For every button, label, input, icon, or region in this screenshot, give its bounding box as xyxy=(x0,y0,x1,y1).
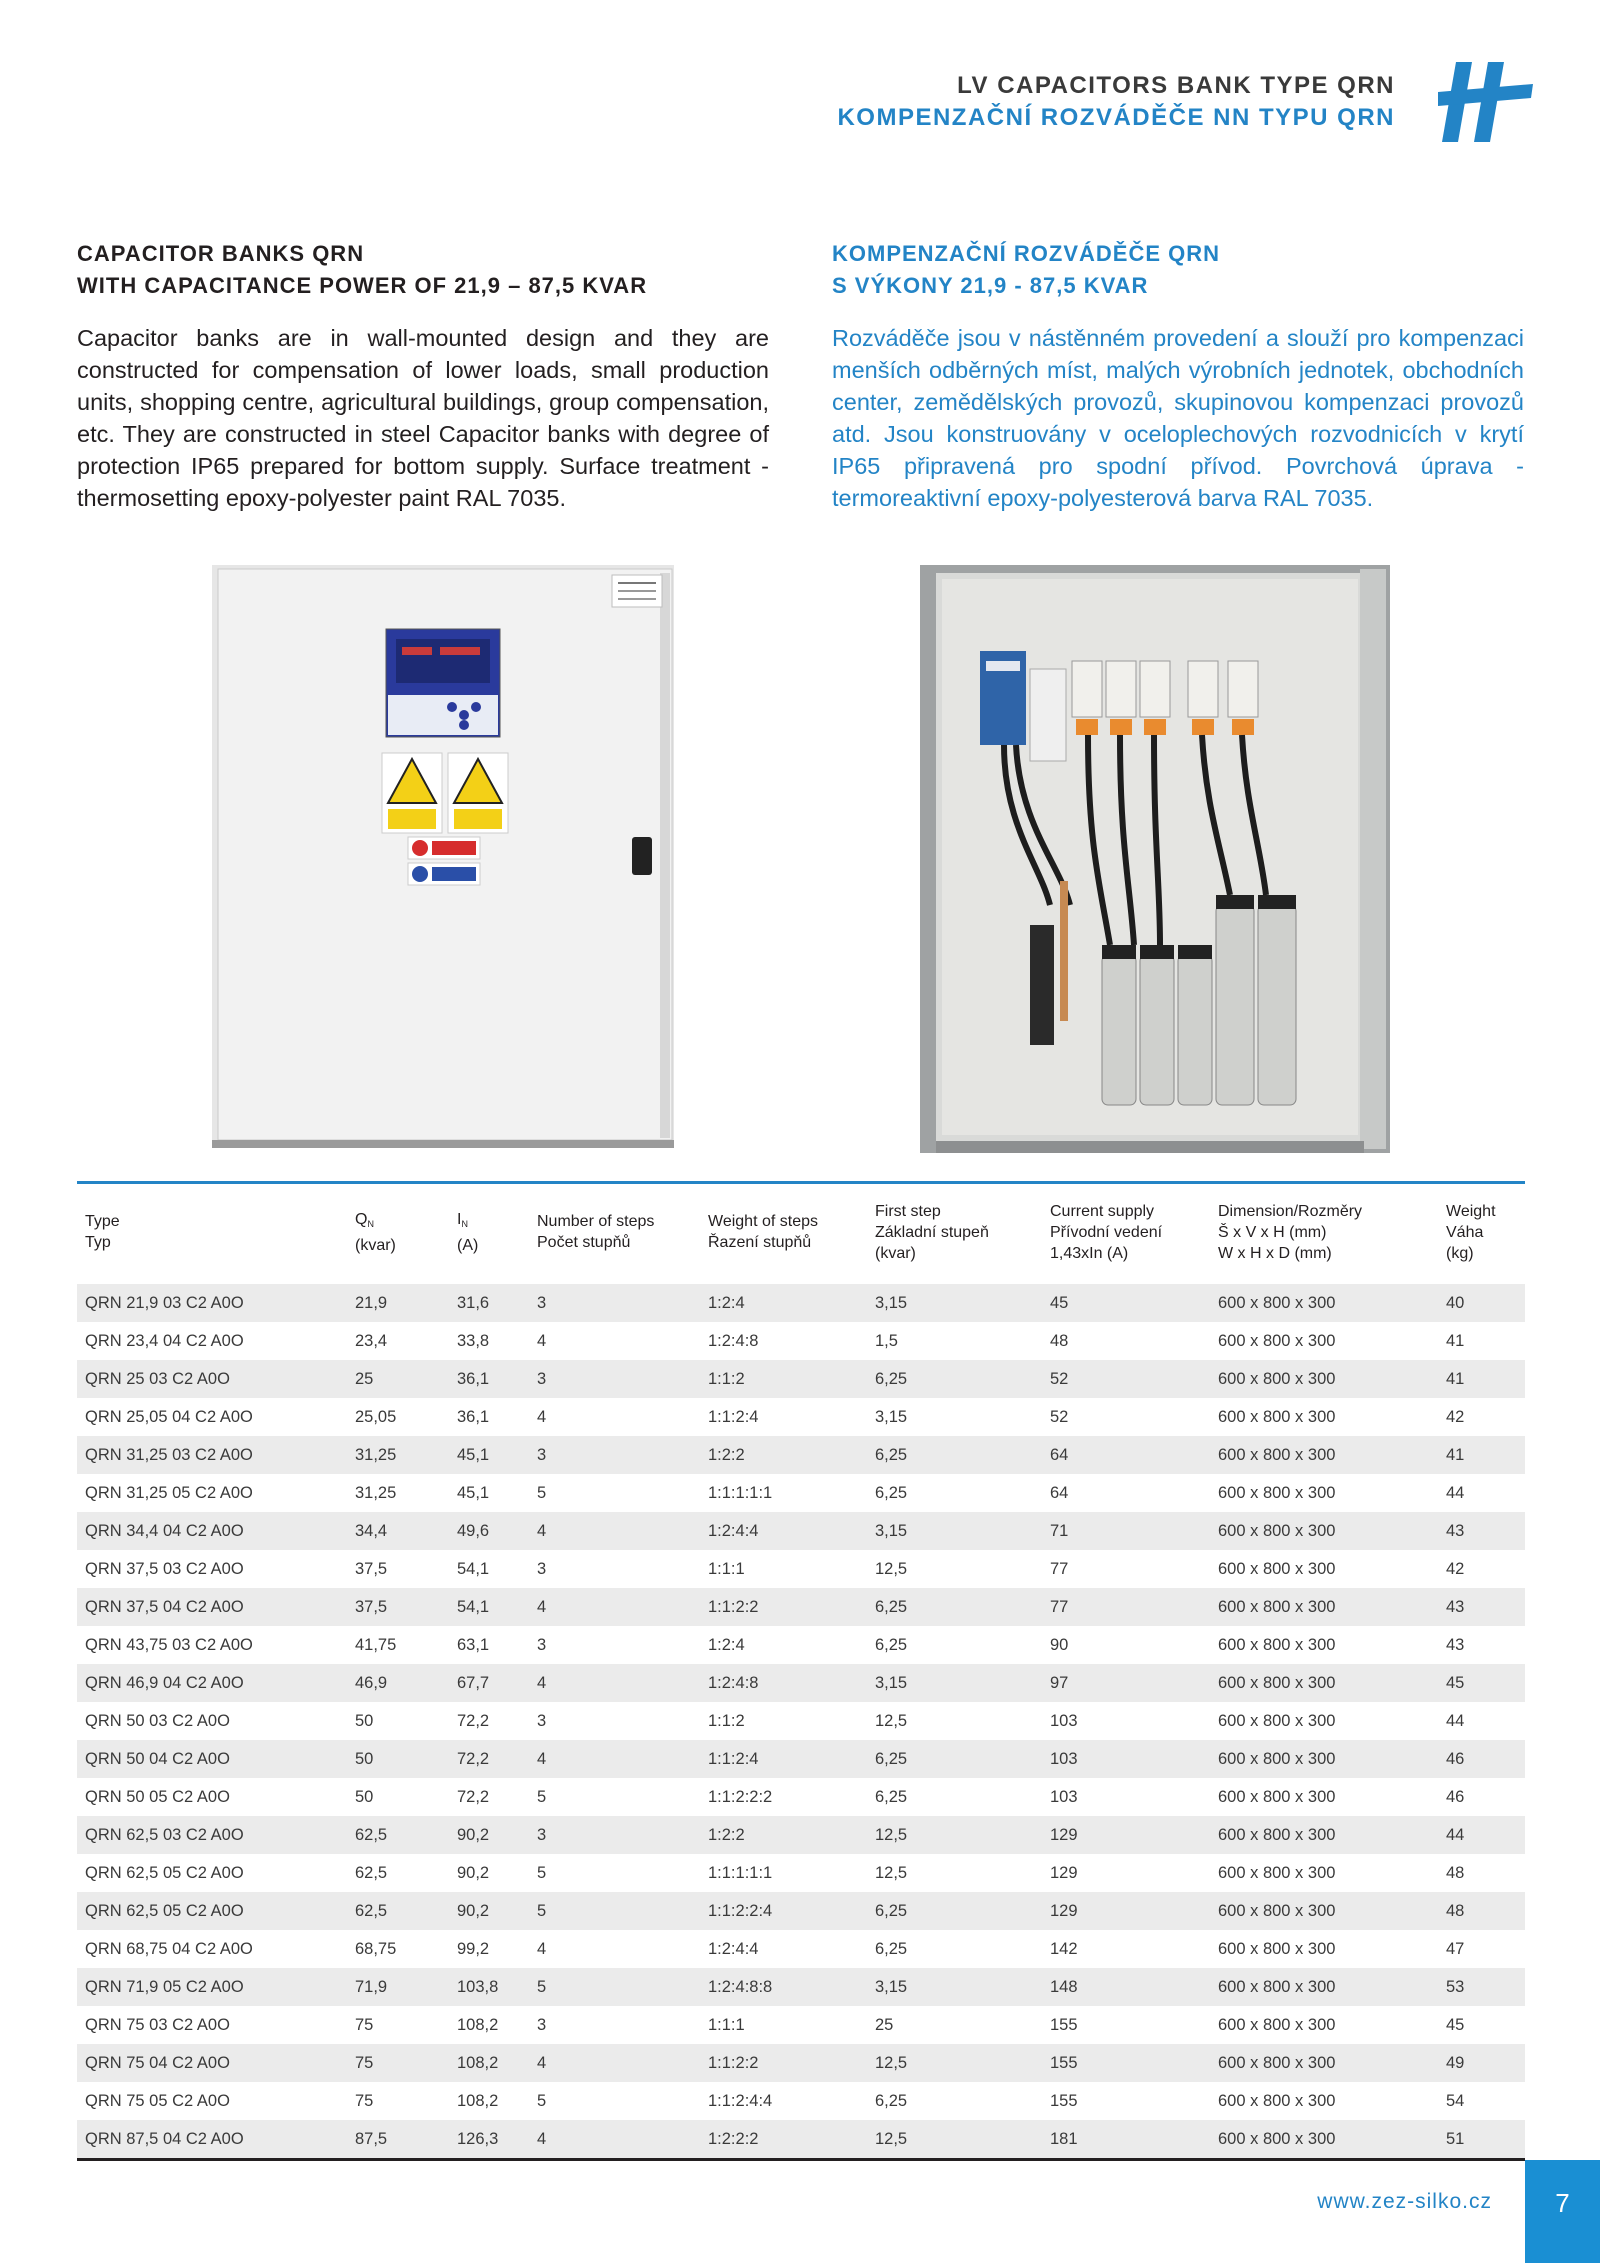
cell-weight-of-steps: 1:1:1:1:1 xyxy=(700,1854,867,1892)
cell-in: 49,6 xyxy=(449,1512,529,1550)
cell-qn: 75 xyxy=(347,2082,449,2120)
cell-first-step: 6,25 xyxy=(867,1892,1042,1930)
cell-weight-of-steps: 1:2:4 xyxy=(700,1626,867,1664)
cell-current-supply: 155 xyxy=(1042,2044,1210,2082)
cell-current-supply: 77 xyxy=(1042,1588,1210,1626)
cell-first-step: 6,25 xyxy=(867,1626,1042,1664)
cell-dimension: 600 x 800 x 300 xyxy=(1210,1588,1438,1626)
cell-steps: 3 xyxy=(529,1702,700,1740)
cell-current-supply: 103 xyxy=(1042,1740,1210,1778)
cell-steps: 5 xyxy=(529,1778,700,1816)
cell-qn: 23,4 xyxy=(347,1322,449,1360)
cell-type: QRN 62,5 03 C2 A0O xyxy=(77,1816,347,1854)
open-cabinet-photo xyxy=(920,565,1390,1153)
cell-first-step: 12,5 xyxy=(867,2120,1042,2158)
table-row xyxy=(77,1930,1525,1968)
cell-dimension: 600 x 800 x 300 xyxy=(1210,2006,1438,2044)
cell-weight: 43 xyxy=(1438,1626,1525,1664)
col-in: $I_N$ (A) xyxy=(449,1184,529,1282)
cell-qn: 37,5 xyxy=(347,1550,449,1588)
cell-dimension: 600 x 800 x 300 xyxy=(1210,2082,1438,2120)
cell-type: QRN 75 04 C2 A0O xyxy=(77,2044,347,2082)
cell-steps: 5 xyxy=(529,1892,700,1930)
cell-first-step: 6,25 xyxy=(867,1474,1042,1512)
cell-dimension: 600 x 800 x 300 xyxy=(1210,1816,1438,1854)
table-row xyxy=(77,1322,1525,1360)
table-row xyxy=(77,1360,1525,1398)
cell-in: 90,2 xyxy=(449,1892,529,1930)
cell-weight: 48 xyxy=(1438,1854,1525,1892)
cell-in: 72,2 xyxy=(449,1740,529,1778)
cell-in: 108,2 xyxy=(449,2082,529,2120)
cell-type: QRN 21,9 03 C2 A0O xyxy=(77,1282,347,1322)
cell-first-step: 12,5 xyxy=(867,2044,1042,2082)
cell-in: 54,1 xyxy=(449,1588,529,1626)
cell-dimension: 600 x 800 x 300 xyxy=(1210,1854,1438,1892)
cell-weight: 44 xyxy=(1438,1816,1525,1854)
table-row xyxy=(77,1512,1525,1550)
cell-steps: 4 xyxy=(529,1740,700,1778)
cell-first-step: 12,5 xyxy=(867,1550,1042,1588)
cell-dimension: 600 x 800 x 300 xyxy=(1210,1398,1438,1436)
cell-current-supply: 148 xyxy=(1042,1968,1210,2006)
description-cz: Rozváděče jsou v nástěnném provedení a slouží pro kompenzaci menších odběrných míst, malých výrobních jednotek, obchodních center, zemědělských provozů, skupinovou kompenzaci provozů atd. Jsou konstruovány v oceloplechových rozvodnicích v krytí IP65 připravená pro spodní přívod. Povrchová úprava - termoreaktivní epoxy-polyesterová barva RAL 7035. xyxy=(832,325,1524,511)
table-row xyxy=(77,1702,1525,1740)
cell-weight-of-steps: 1:2:4:4 xyxy=(700,1930,867,1968)
cell-weight-of-steps: 1:2:2:2 xyxy=(700,2120,867,2158)
table-row xyxy=(77,1474,1525,1512)
cell-weight-of-steps: 1:2:4:8 xyxy=(700,1664,867,1702)
cell-in: 72,2 xyxy=(449,1778,529,1816)
cell-steps: 3 xyxy=(529,1282,700,1322)
cell-qn: 41,75 xyxy=(347,1626,449,1664)
cell-weight: 47 xyxy=(1438,1930,1525,1968)
cell-type: QRN 68,75 04 C2 A0O xyxy=(77,1930,347,1968)
intro-english xyxy=(77,238,769,514)
table-row xyxy=(77,1550,1525,1588)
cell-type: QRN 50 05 C2 A0O xyxy=(77,1778,347,1816)
cell-first-step: 12,5 xyxy=(867,1816,1042,1854)
cell-in: 126,3 xyxy=(449,2120,529,2158)
cell-in: 108,2 xyxy=(449,2006,529,2044)
cell-weight-of-steps: 1:1:2:2 xyxy=(700,1588,867,1626)
cell-steps: 4 xyxy=(529,1512,700,1550)
col-weight-of-steps: Weight of steps Řazení stupňů xyxy=(700,1184,867,1282)
cell-type: QRN 25,05 04 C2 A0O xyxy=(77,1398,347,1436)
cell-weight: 45 xyxy=(1438,1664,1525,1702)
heading-line-2: WITH CAPACITANCE POWER OF 21,9 – 87,5 KVAR xyxy=(77,273,648,298)
cell-qn: 37,5 xyxy=(347,1588,449,1626)
cell-first-step: 12,5 xyxy=(867,1702,1042,1740)
table-row xyxy=(77,1740,1525,1778)
cell-current-supply: 103 xyxy=(1042,1702,1210,1740)
cell-type: QRN 75 03 C2 A0O xyxy=(77,2006,347,2044)
cell-steps: 3 xyxy=(529,2006,700,2044)
cell-type: QRN 50 04 C2 A0O xyxy=(77,1740,347,1778)
closed-cabinet-photo xyxy=(212,565,674,1148)
cell-weight: 40 xyxy=(1438,1282,1525,1322)
cell-weight: 42 xyxy=(1438,1550,1525,1588)
cell-current-supply: 64 xyxy=(1042,1436,1210,1474)
table-row xyxy=(77,2044,1525,2082)
cell-first-step: 6,25 xyxy=(867,1740,1042,1778)
cell-weight: 43 xyxy=(1438,1588,1525,1626)
cell-weight: 45 xyxy=(1438,2006,1525,2044)
cell-qn: 62,5 xyxy=(347,1816,449,1854)
cell-dimension: 600 x 800 x 300 xyxy=(1210,1474,1438,1512)
cell-weight-of-steps: 1:1:2 xyxy=(700,1360,867,1398)
cell-steps: 4 xyxy=(529,1322,700,1360)
cell-dimension: 600 x 800 x 300 xyxy=(1210,1930,1438,1968)
table-header-row xyxy=(77,1184,1525,1282)
cell-current-supply: 71 xyxy=(1042,1512,1210,1550)
cell-dimension: 600 x 800 x 300 xyxy=(1210,1436,1438,1474)
cell-current-supply: 155 xyxy=(1042,2006,1210,2044)
cell-weight-of-steps: 1:2:2 xyxy=(700,1436,867,1474)
cell-current-supply: 181 xyxy=(1042,2120,1210,2158)
cell-first-step: 3,15 xyxy=(867,1664,1042,1702)
cell-dimension: 600 x 800 x 300 xyxy=(1210,1664,1438,1702)
cell-weight: 54 xyxy=(1438,2082,1525,2120)
cell-dimension: 600 x 800 x 300 xyxy=(1210,2120,1438,2158)
table-row xyxy=(77,2082,1525,2120)
cell-weight: 41 xyxy=(1438,1322,1525,1360)
cell-dimension: 600 x 800 x 300 xyxy=(1210,1282,1438,1322)
cell-weight: 43 xyxy=(1438,1512,1525,1550)
cell-type: QRN 46,9 04 C2 A0O xyxy=(77,1664,347,1702)
cell-dimension: 600 x 800 x 300 xyxy=(1210,2044,1438,2082)
cell-weight: 41 xyxy=(1438,1360,1525,1398)
cell-type: QRN 31,25 05 C2 A0O xyxy=(77,1474,347,1512)
cell-steps: 4 xyxy=(529,2044,700,2082)
cell-steps: 3 xyxy=(529,1816,700,1854)
cell-in: 63,1 xyxy=(449,1626,529,1664)
cell-in: 31,6 xyxy=(449,1282,529,1322)
cell-steps: 3 xyxy=(529,1436,700,1474)
cell-weight: 46 xyxy=(1438,1740,1525,1778)
cell-weight: 42 xyxy=(1438,1398,1525,1436)
cell-qn: 31,25 xyxy=(347,1436,449,1474)
cell-current-supply: 52 xyxy=(1042,1398,1210,1436)
cell-dimension: 600 x 800 x 300 xyxy=(1210,1626,1438,1664)
cell-first-step: 6,25 xyxy=(867,1360,1042,1398)
cell-current-supply: 129 xyxy=(1042,1854,1210,1892)
cell-weight-of-steps: 1:1:2:4 xyxy=(700,1398,867,1436)
cell-qn: 25 xyxy=(347,1360,449,1398)
cell-qn: 75 xyxy=(347,2006,449,2044)
cell-in: 33,8 xyxy=(449,1322,529,1360)
cell-current-supply: 52 xyxy=(1042,1360,1210,1398)
cell-weight-of-steps: 1:1:2 xyxy=(700,1702,867,1740)
cell-qn: 68,75 xyxy=(347,1930,449,1968)
cell-dimension: 600 x 800 x 300 xyxy=(1210,1740,1438,1778)
cell-steps: 5 xyxy=(529,2082,700,2120)
table-row xyxy=(77,1626,1525,1664)
cell-weight-of-steps: 1:1:2:4 xyxy=(700,1740,867,1778)
cell-current-supply: 142 xyxy=(1042,1930,1210,1968)
cell-weight: 46 xyxy=(1438,1778,1525,1816)
cell-dimension: 600 x 800 x 300 xyxy=(1210,1702,1438,1740)
cell-first-step: 3,15 xyxy=(867,1968,1042,2006)
cell-current-supply: 48 xyxy=(1042,1322,1210,1360)
cell-qn: 34,4 xyxy=(347,1512,449,1550)
cell-steps: 4 xyxy=(529,1588,700,1626)
cell-first-step: 3,15 xyxy=(867,1398,1042,1436)
cell-first-step: 6,25 xyxy=(867,1588,1042,1626)
cell-current-supply: 64 xyxy=(1042,1474,1210,1512)
cell-steps: 3 xyxy=(529,1360,700,1398)
table-bottom-rule xyxy=(77,2158,1525,2161)
cell-in: 90,2 xyxy=(449,1854,529,1892)
table-row xyxy=(77,1854,1525,1892)
cell-current-supply: 103 xyxy=(1042,1778,1210,1816)
cell-weight-of-steps: 1:1:1:1:1 xyxy=(700,1474,867,1512)
cell-dimension: 600 x 800 x 300 xyxy=(1210,1892,1438,1930)
cell-in: 45,1 xyxy=(449,1474,529,1512)
page-number: 7 xyxy=(1525,2160,1600,2263)
cell-qn: 71,9 xyxy=(347,1968,449,2006)
cell-first-step: 12,5 xyxy=(867,1854,1042,1892)
table-row xyxy=(77,1892,1525,1930)
company-logo xyxy=(1438,62,1533,142)
cell-current-supply: 90 xyxy=(1042,1626,1210,1664)
cell-current-supply: 129 xyxy=(1042,1892,1210,1930)
cell-weight: 51 xyxy=(1438,2120,1525,2158)
page-header xyxy=(837,70,1395,134)
cell-weight: 53 xyxy=(1438,1968,1525,2006)
cell-dimension: 600 x 800 x 300 xyxy=(1210,1968,1438,2006)
cell-type: QRN 25 03 C2 A0O xyxy=(77,1360,347,1398)
intro-czech xyxy=(832,238,1524,514)
table-row xyxy=(77,1968,1525,2006)
cell-current-supply: 97 xyxy=(1042,1664,1210,1702)
table-row xyxy=(77,1588,1525,1626)
cell-dimension: 600 x 800 x 300 xyxy=(1210,1322,1438,1360)
cell-dimension: 600 x 800 x 300 xyxy=(1210,1512,1438,1550)
cell-qn: 50 xyxy=(347,1702,449,1740)
cell-type: QRN 37,5 04 C2 A0O xyxy=(77,1588,347,1626)
cell-steps: 4 xyxy=(529,1398,700,1436)
cell-qn: 31,25 xyxy=(347,1474,449,1512)
cell-weight-of-steps: 1:1:2:2:2 xyxy=(700,1778,867,1816)
cell-steps: 5 xyxy=(529,1474,700,1512)
cell-weight-of-steps: 1:2:4:8:8 xyxy=(700,1968,867,2006)
heading-line-1: CAPACITOR BANKS QRN xyxy=(77,241,365,266)
cell-dimension: 600 x 800 x 300 xyxy=(1210,1550,1438,1588)
cell-current-supply: 77 xyxy=(1042,1550,1210,1588)
cell-type: QRN 43,75 03 C2 A0O xyxy=(77,1626,347,1664)
cell-first-step: 3,15 xyxy=(867,1512,1042,1550)
cell-weight-of-steps: 1:2:4 xyxy=(700,1282,867,1322)
cell-steps: 3 xyxy=(529,1550,700,1588)
cell-in: 36,1 xyxy=(449,1360,529,1398)
table-row xyxy=(77,1398,1525,1436)
cell-in: 108,2 xyxy=(449,2044,529,2082)
cell-type: QRN 50 03 C2 A0O xyxy=(77,1702,347,1740)
col-dimension: Dimension/Rozměry Š x V x H (mm) W x H x D (mm) xyxy=(1210,1184,1438,1282)
cell-qn: 25,05 xyxy=(347,1398,449,1436)
cell-qn: 46,9 xyxy=(347,1664,449,1702)
cell-steps: 4 xyxy=(529,1664,700,1702)
cell-weight-of-steps: 1:1:2:2:4 xyxy=(700,1892,867,1930)
cell-in: 103,8 xyxy=(449,1968,529,2006)
cell-in: 45,1 xyxy=(449,1436,529,1474)
cell-steps: 4 xyxy=(529,1930,700,1968)
cell-dimension: 600 x 800 x 300 xyxy=(1210,1360,1438,1398)
cell-in: 54,1 xyxy=(449,1550,529,1588)
header-title-en: LV CAPACITORS BANK TYPE QRN xyxy=(957,72,1395,99)
cell-in: 36,1 xyxy=(449,1398,529,1436)
cell-current-supply: 129 xyxy=(1042,1816,1210,1854)
table-row xyxy=(77,2120,1525,2158)
cell-weight-of-steps: 1:1:1 xyxy=(700,1550,867,1588)
col-qn: $Q_N$ (kvar) xyxy=(347,1184,449,1282)
cell-current-supply: 45 xyxy=(1042,1282,1210,1322)
description-en: Capacitor banks are in wall-mounted design and they are constructed for compensation of lower loads, small production units, shopping centre, agricultural buildings, group compensation, etc. They are constructed in steel Capacitor banks with degree of protection IP65 prepared for bottom supply. Surface treatment - thermosetting epoxy-polyester paint RAL 7035. xyxy=(77,325,769,511)
capacitor-bank-table xyxy=(77,1181,1525,2161)
cell-type: QRN 34,4 04 C2 A0O xyxy=(77,1512,347,1550)
cell-steps: 4 xyxy=(529,2120,700,2158)
cell-first-step: 1,5 xyxy=(867,1322,1042,1360)
cell-weight: 44 xyxy=(1438,1474,1525,1512)
cell-type: QRN 87,5 04 C2 A0O xyxy=(77,2120,347,2158)
specs-table xyxy=(77,1184,1525,2158)
table-row xyxy=(77,1436,1525,1474)
cell-type: QRN 75 05 C2 A0O xyxy=(77,2082,347,2120)
cell-weight-of-steps: 1:1:2:4:4 xyxy=(700,2082,867,2120)
cell-type: QRN 31,25 03 C2 A0O xyxy=(77,1436,347,1474)
cell-qn: 50 xyxy=(347,1740,449,1778)
col-current-supply: Current supply Přívodní vedení 1,43xIn (A) xyxy=(1042,1184,1210,1282)
cell-weight: 48 xyxy=(1438,1892,1525,1930)
cell-qn: 62,5 xyxy=(347,1892,449,1930)
section-heading-en xyxy=(77,238,769,302)
table-row xyxy=(77,1282,1525,1322)
cell-first-step: 6,25 xyxy=(867,1778,1042,1816)
cell-qn: 87,5 xyxy=(347,2120,449,2158)
cell-qn: 21,9 xyxy=(347,1282,449,1322)
table-row xyxy=(77,2006,1525,2044)
table-row xyxy=(77,1816,1525,1854)
table-row xyxy=(77,1778,1525,1816)
cell-qn: 75 xyxy=(347,2044,449,2082)
cell-weight-of-steps: 1:2:4:8 xyxy=(700,1322,867,1360)
section-heading-cz xyxy=(832,238,1524,302)
header-title-cz: KOMPENZAČNÍ ROZVÁDĚČE NN TYPU QRN xyxy=(837,104,1395,131)
cell-first-step: 6,25 xyxy=(867,1930,1042,1968)
cell-in: 99,2 xyxy=(449,1930,529,1968)
cell-weight-of-steps: 1:1:1 xyxy=(700,2006,867,2044)
cell-steps: 5 xyxy=(529,1968,700,2006)
cell-weight-of-steps: 1:1:2:2 xyxy=(700,2044,867,2082)
cell-weight-of-steps: 1:2:2 xyxy=(700,1816,867,1854)
cell-type: QRN 62,5 05 C2 A0O xyxy=(77,1892,347,1930)
table-row xyxy=(77,1664,1525,1702)
heading-line-1: KOMPENZAČNÍ ROZVÁDĚČE QRN xyxy=(832,241,1221,266)
cell-in: 67,7 xyxy=(449,1664,529,1702)
cell-qn: 50 xyxy=(347,1778,449,1816)
col-steps: Number of steps Počet stupňů xyxy=(529,1184,700,1282)
cell-first-step: 25 xyxy=(867,2006,1042,2044)
cell-steps: 3 xyxy=(529,1626,700,1664)
cell-in: 72,2 xyxy=(449,1702,529,1740)
heading-line-2: S VÝKONY 21,9 - 87,5 KVAR xyxy=(832,273,1149,298)
website-link[interactable]: www.zez-silko.cz xyxy=(1317,2190,1492,2213)
col-first-step: First step Základní stupeň (kvar) xyxy=(867,1184,1042,1282)
cell-first-step: 6,25 xyxy=(867,2082,1042,2120)
cell-weight: 41 xyxy=(1438,1436,1525,1474)
cell-dimension: 600 x 800 x 300 xyxy=(1210,1778,1438,1816)
col-weight: Weight Váha (kg) xyxy=(1438,1184,1525,1282)
col-type: Type Typ xyxy=(77,1184,347,1282)
cell-type: QRN 62,5 05 C2 A0O xyxy=(77,1854,347,1892)
cell-weight: 44 xyxy=(1438,1702,1525,1740)
cell-current-supply: 155 xyxy=(1042,2082,1210,2120)
cell-in: 90,2 xyxy=(449,1816,529,1854)
cell-steps: 5 xyxy=(529,1854,700,1892)
cell-type: QRN 71,9 05 C2 A0O xyxy=(77,1968,347,2006)
cell-type: QRN 37,5 03 C2 A0O xyxy=(77,1550,347,1588)
cell-first-step: 6,25 xyxy=(867,1436,1042,1474)
cell-type: QRN 23,4 04 C2 A0O xyxy=(77,1322,347,1360)
cell-weight: 49 xyxy=(1438,2044,1525,2082)
cell-first-step: 3,15 xyxy=(867,1282,1042,1322)
cell-weight-of-steps: 1:2:4:4 xyxy=(700,1512,867,1550)
cell-qn: 62,5 xyxy=(347,1854,449,1892)
